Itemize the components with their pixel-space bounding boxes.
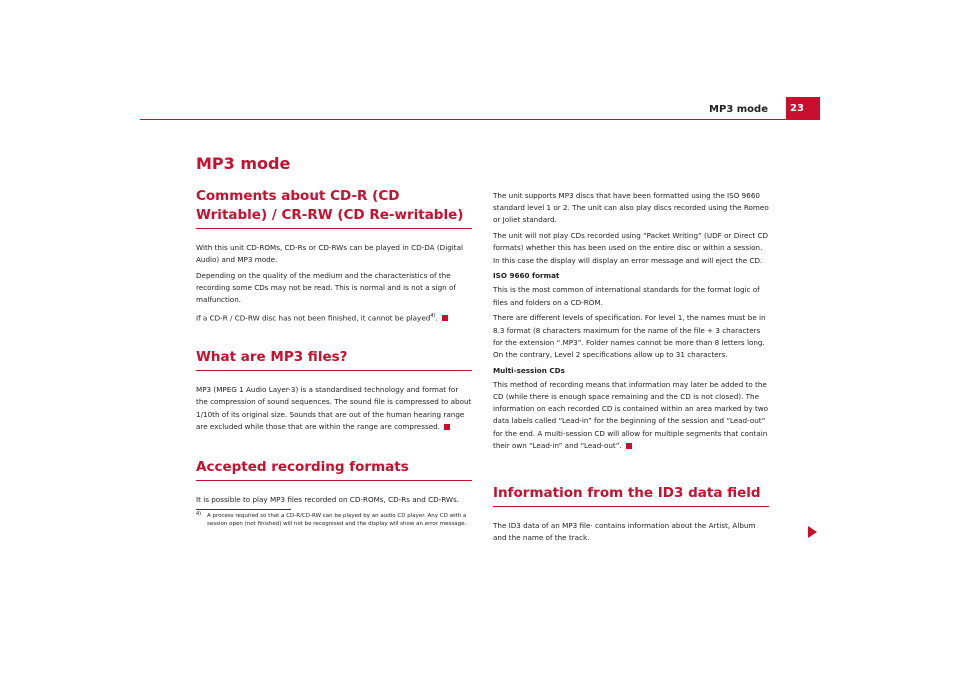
paragraph: The unit will not play CDs recorded using “Packet Writing” (UDF or Direct CD formats) whether this has been used on the entire disc or within a session. In this case the display will display an error message and will eject the CD. — [493, 231, 769, 265]
subheading-iso-9660: ISO 9660 format — [493, 271, 560, 281]
footnote — [196, 512, 472, 528]
chapter-title: MP3 mode — [196, 154, 291, 173]
paragraph: The unit supports MP3 discs that have been formatted using the ISO 9660 standard level 1 or 2. The unit can also play discs recorded using the Romeo or Joliet standard. — [493, 191, 769, 225]
right-column — [493, 190, 769, 547]
section-heading-mp3-files: What are MP3 files? — [196, 348, 472, 371]
paragraph-text: . — [435, 313, 438, 323]
paragraph: The ID3 data of an MP3 file· contains information about the Artist, Album and the name of the track. — [493, 520, 756, 542]
paragraph: Depending on the quality of the medium and the characteristics of the recording some CDs may not be read. This is normal and is not a sign of malfunction. — [196, 270, 456, 305]
paragraph-text: If a CD-R / CD-RW disc has not been finished, it cannot be played — [196, 313, 431, 323]
paragraph — [493, 379, 769, 452]
paragraph: There are different levels of specification. For level 1, the names must be in 8.3 format (8 characters maximum for the name of the file + 3 characters for the extension “.MP3”. Folder names cannot be more than 8 letters long. On the contrary, Level 2 specifications allow up to 31 characters. — [493, 313, 766, 359]
paragraph: This is the most common of international standards for the format logic of files and folders on a CD-ROM. — [493, 285, 760, 307]
paragraph: With this unit CD-ROMs, CD-Rs or CD-RWs can be played in CD-DA (Digital Audio) and MP3 mode. — [196, 243, 463, 265]
footnote-text: A process required so that a CD-R/CD-RW can be played by an audio CD player. Any CD with a session open (not finished) will not be recognised and the display will show an error message. — [207, 513, 467, 527]
footnote-reference[interactable]: 4) — [430, 313, 436, 320]
footnote-number: 4) — [196, 511, 202, 517]
header-divider — [140, 119, 820, 120]
paragraph: It is possible to play MP3 files recorded on CD-ROMs, CD-Rs and CD-RWs. — [196, 495, 460, 505]
running-header-title: MP3 mode — [709, 104, 768, 115]
footnote-divider — [196, 509, 291, 510]
continue-arrow-icon[interactable] — [808, 526, 817, 538]
section-heading-recording-formats: Accepted recording formats — [196, 458, 472, 481]
paragraph — [196, 384, 472, 433]
section-heading-cd-r: Comments about CD-R (CD Writable) / CR-RW (CD Re-writable) — [196, 187, 472, 229]
page-number-badge: 23 — [786, 97, 820, 119]
left-column — [196, 187, 472, 510]
section-end-icon — [626, 443, 632, 449]
paragraph-text: MP3 (MPEG 1 Audio Layer-3) is a standardised technology and format for the compression of sound sequences. The sound file is compressed to about 1/10th of its original size. Sounds that are out of the human hearing range are excluded while those that are within the range are compressed. — [196, 385, 472, 431]
subheading-multi-session: Multi-session CDs — [493, 365, 565, 375]
section-end-icon — [444, 424, 450, 430]
section-heading-id3: Information from the ID3 data field — [493, 484, 769, 507]
paragraph-with-footnote — [196, 310, 472, 325]
paragraph-text: This method of recording means that information may later be added to the CD (while there is enough space remaining and the CD is not closed). The information on each recorded CD is contained within an area marked by two data labels called “Lead-in” for the beginning of the session and “Lead-out” for the end. A multi-session CD will allow for multiple segments that contain their own “Lead-in” and “Lead-out”. — [493, 379, 769, 450]
section-end-icon — [442, 315, 448, 321]
